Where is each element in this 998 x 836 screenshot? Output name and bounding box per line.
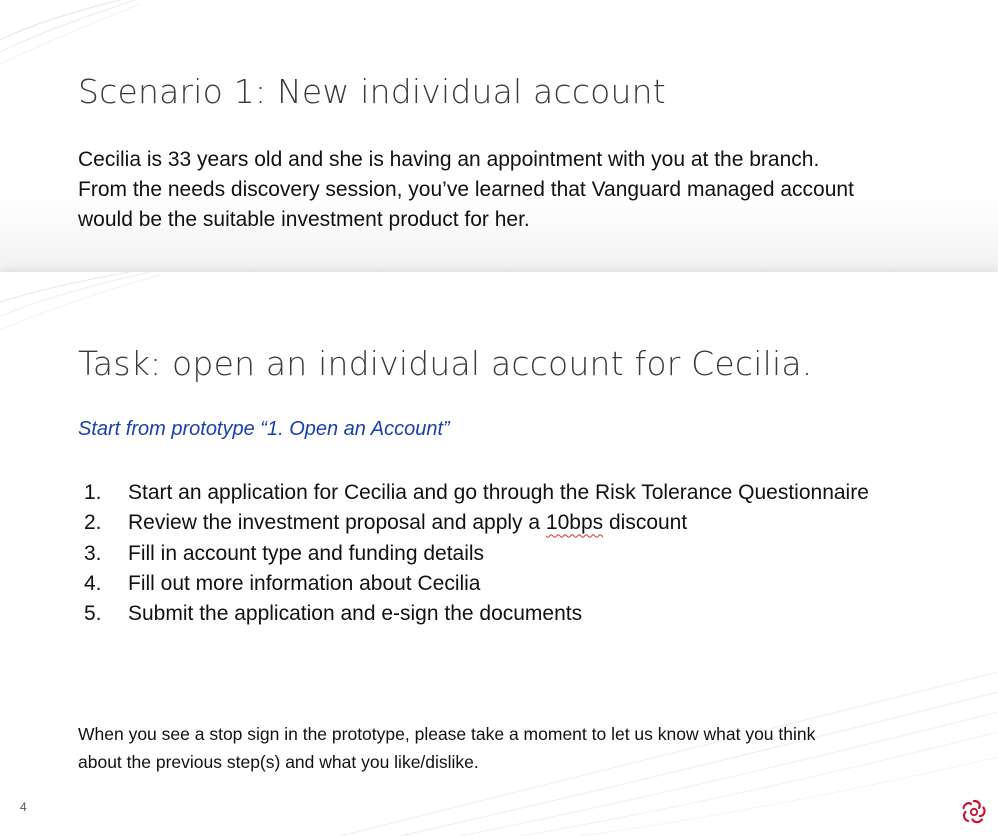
list-item — [78, 569, 869, 599]
intro-line: From the needs discovery session, you’ve learned that Vanguard managed account — [78, 178, 854, 201]
stop-sign-note — [78, 720, 898, 776]
step-text: Submit the application and e-sign the documents — [128, 602, 583, 626]
step-text-start: Review the investment proposal and apply a — [128, 511, 546, 535]
scenario-intro — [78, 145, 938, 235]
step-text: Start an application for Cecilia and go through the Risk Tolerance Questionnaire — [128, 481, 869, 504]
step-number: 2. — [84, 511, 102, 535]
step-number: 1. — [84, 481, 102, 504]
step-text: Fill in account type and funding details — [128, 541, 485, 565]
prototype-start-note: Start from prototype “1. Open an Account” — [78, 418, 450, 440]
footer-line: about the previous step(s) and what you like/dislike. — [78, 752, 479, 772]
task-steps-list — [78, 478, 869, 629]
task-title: Task: open an individual account for Cecilia. — [78, 344, 813, 383]
intro-line: would be the suitable investment product for her. — [78, 208, 530, 231]
page-number: 4 — [20, 800, 27, 814]
step-text — [128, 508, 687, 538]
step-number: 4. — [84, 571, 102, 595]
slide-task — [0, 272, 998, 836]
list-item — [78, 539, 869, 569]
brand-logo-icon — [960, 798, 988, 826]
decorative-waves-top-left — [0, 0, 140, 80]
slide-title: Scenario 1: New individual account — [78, 72, 666, 111]
slide-scenario — [0, 0, 998, 272]
step-number: 5. — [84, 602, 102, 626]
list-item — [78, 599, 869, 629]
footer-line: When you see a stop sign in the prototype, please take a moment to let us know what you think — [78, 724, 816, 744]
step-number: 3. — [84, 541, 102, 565]
intro-line: Cecilia is 33 years old and she is having an appointment with you at the branch. — [78, 148, 820, 171]
spellcheck-word: 10bps — [545, 511, 604, 535]
list-item — [78, 508, 869, 538]
step-text-end: discount — [603, 511, 688, 535]
step-text: Fill out more information about Cecilia — [128, 571, 481, 595]
list-item — [78, 478, 869, 508]
